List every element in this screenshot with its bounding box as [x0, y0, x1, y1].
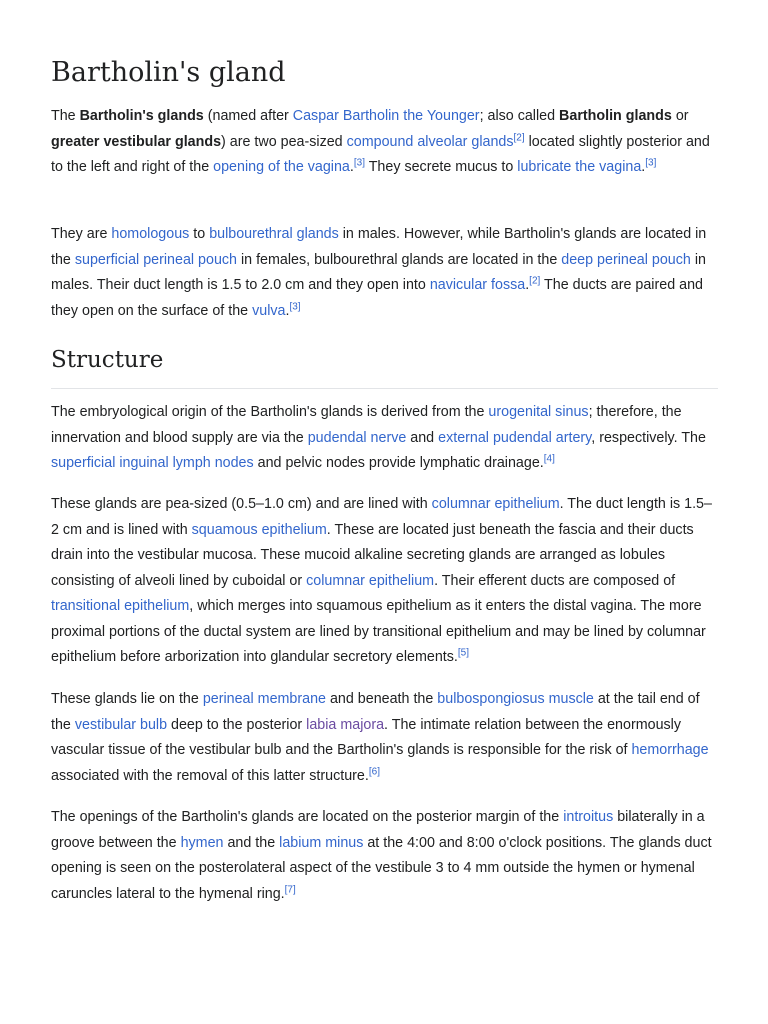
link-opening-of-the-vagina[interactable]: opening of the vagina: [213, 159, 350, 175]
citation-link[interactable]: [3]: [289, 301, 301, 312]
link-external-pudendal-artery[interactable]: external pudendal artery: [438, 429, 592, 446]
citation: [354, 158, 365, 169]
link-squamous-epithelium[interactable]: squamous epithelium: [191, 521, 327, 538]
link-pudendal-nerve[interactable]: pudendal nerve: [307, 429, 407, 446]
citation-link[interactable]: [3]: [353, 157, 365, 169]
link-compound-alveolar-glands[interactable]: compound alveolar glands: [346, 133, 514, 150]
intro-paragraph-2: [51, 222, 718, 324]
link-caspar-bartholin[interactable]: Caspar Bartholin the Younger: [292, 108, 480, 124]
text-run: They are: [51, 226, 112, 242]
link-homologous[interactable]: homologous: [111, 226, 190, 242]
text-run: and: [406, 429, 439, 446]
page-title: Bartholin's gland: [51, 57, 286, 88]
text-run: to: [189, 226, 210, 242]
link-bulbospongiosus-muscle[interactable]: bulbospongiosus muscle: [437, 691, 594, 707]
link-hymen[interactable]: hymen: [180, 834, 224, 851]
bold-term: Bartholin's glands: [79, 108, 204, 124]
text-run: The: [51, 108, 80, 124]
structure-paragraph-2: [51, 492, 718, 671]
link-superficial-perineal-pouch[interactable]: superficial perineal pouch: [74, 251, 237, 268]
text-run: ; also called: [479, 108, 560, 124]
link-bulbourethral-glands[interactable]: bulbourethral glands: [209, 226, 339, 242]
structure-paragraph-4: [51, 805, 718, 907]
link-navicular-fossa[interactable]: navicular fossa: [429, 277, 526, 293]
text-run: .: [349, 159, 354, 175]
text-run: and pelvic nodes provide lymphatic drainage.: [253, 455, 544, 471]
citation-link[interactable]: [5]: [457, 647, 470, 659]
link-columnar-epithelium[interactable]: columnar epithelium: [431, 496, 560, 512]
citation-link[interactable]: [7]: [284, 884, 296, 895]
text-run: . These are located just beneath the fascia and their ducts drain into the vestibular mucosa. These mucoid alkaline secreting glands are arranged as lobules consisting of alveoli lined by cuboidal or: [51, 521, 694, 589]
text-run: associated with the removal of this latter structure.: [51, 767, 369, 784]
text-run: in females, bulbourethral glands are located in the: [237, 251, 562, 268]
link-transitional-epithelium[interactable]: transitional epithelium: [51, 598, 190, 614]
text-run: , respectively. The: [591, 429, 706, 446]
link-superficial-inguinal-lymph-nodes[interactable]: superficial inguinal lymph nodes: [51, 455, 254, 471]
citation: [458, 648, 469, 659]
text-run: and beneath the: [326, 691, 438, 707]
text-run: , which merges into squamous epithelium as it enters the distal vagina. The more proximal portions of the ductal system are lined by transitional epithelium and may be lined by columnar epithelium before arborization into glandular secretory elements.: [51, 598, 706, 665]
link-perineal-membrane[interactable]: perineal membrane: [202, 691, 326, 707]
citation-link[interactable]: [2]: [529, 275, 541, 287]
text-run: These glands lie on the: [51, 691, 203, 707]
link-vestibular-bulb[interactable]: vestibular bulb: [74, 716, 168, 733]
structure-paragraph-1: [51, 400, 718, 477]
link-labium-minus[interactable]: labium minus: [279, 834, 364, 851]
link-hemorrhage[interactable]: hemorrhage: [631, 742, 709, 758]
link-urogenital-sinus[interactable]: urogenital sinus: [488, 404, 589, 420]
citation-link[interactable]: [3]: [645, 157, 657, 169]
link-introitus[interactable]: introitus: [563, 809, 614, 825]
text-run: bilaterally in a groove between the: [51, 809, 705, 851]
text-run: The ducts are paired and they open on the surface of the: [51, 277, 703, 319]
link-columnar-epithelium[interactable]: columnar epithelium: [306, 572, 435, 589]
text-run: .: [641, 159, 646, 175]
citation: [289, 301, 300, 312]
text-run: . The duct length is 1.5–2 cm and is lined with: [51, 496, 712, 538]
section-heading-structure: Structure: [51, 347, 164, 373]
text-run: .: [525, 277, 530, 293]
text-run: ) are two pea-sized: [221, 133, 347, 150]
text-run: The embryological origin of the Bartholin's glands is derived from the: [51, 404, 489, 420]
text-run: in males. However, while Bartholin's glands are located in the: [51, 226, 707, 268]
link-vulva[interactable]: vulva: [252, 302, 286, 319]
bold-term: greater vestibular glands: [51, 133, 222, 150]
text-run: These glands are pea-sized (0.5–1.0 cm) and are lined with: [51, 496, 432, 512]
citation-link[interactable]: [6]: [368, 766, 380, 777]
section-divider: [51, 388, 718, 389]
link-deep-perineal-pouch[interactable]: deep perineal pouch: [561, 251, 691, 268]
intro-paragraph-1: [51, 104, 718, 181]
text-run: (named after: [203, 108, 293, 124]
text-run: or: [671, 108, 689, 124]
text-run: in males. Their duct length is 1.5 to 2.0 cm and they open into: [51, 251, 706, 293]
citation: [544, 454, 555, 465]
text-run: deep to the posterior: [167, 716, 307, 733]
text-run: . Their efferent ducts are composed of: [434, 572, 676, 589]
link-lubricate-the-vagina[interactable]: lubricate the vagina: [517, 159, 642, 175]
text-run: located slightly posterior and to the left and right of the: [51, 133, 710, 175]
text-run: at the tail end of the: [51, 691, 700, 733]
citation-link[interactable]: [4]: [543, 453, 555, 465]
citation: [369, 766, 380, 777]
text-run: at the 4:00 and 8:00 o'clock positions. The glands duct opening is seen on the posterolateral aspect of the vestibule 3 to 4 mm outside the hymen or hymenal caruncles lateral to the hymenal ring.: [51, 834, 712, 902]
structure-paragraph-3: [51, 687, 718, 789]
link-labia-majora[interactable]: labia majora: [306, 716, 385, 733]
citation-link[interactable]: [2]: [513, 132, 525, 143]
text-run: ; therefore, the innervation and blood supply are via the: [51, 404, 682, 446]
text-run: The openings of the Bartholin's glands are located on the posterior margin of the: [51, 809, 564, 825]
text-run: They secrete mucus to: [364, 159, 518, 175]
citation: [285, 884, 296, 895]
text-run: and the: [223, 834, 280, 851]
citation: [514, 132, 525, 143]
citation: [529, 276, 540, 287]
text-run: .: [285, 302, 290, 319]
bold-term: Bartholin glands: [559, 108, 672, 124]
citation: [645, 158, 656, 169]
text-run: . The intimate relation between the enormously vascular tissue of the vestibular bulb and the Bartholin's glands is responsible for the risk of: [51, 716, 682, 758]
